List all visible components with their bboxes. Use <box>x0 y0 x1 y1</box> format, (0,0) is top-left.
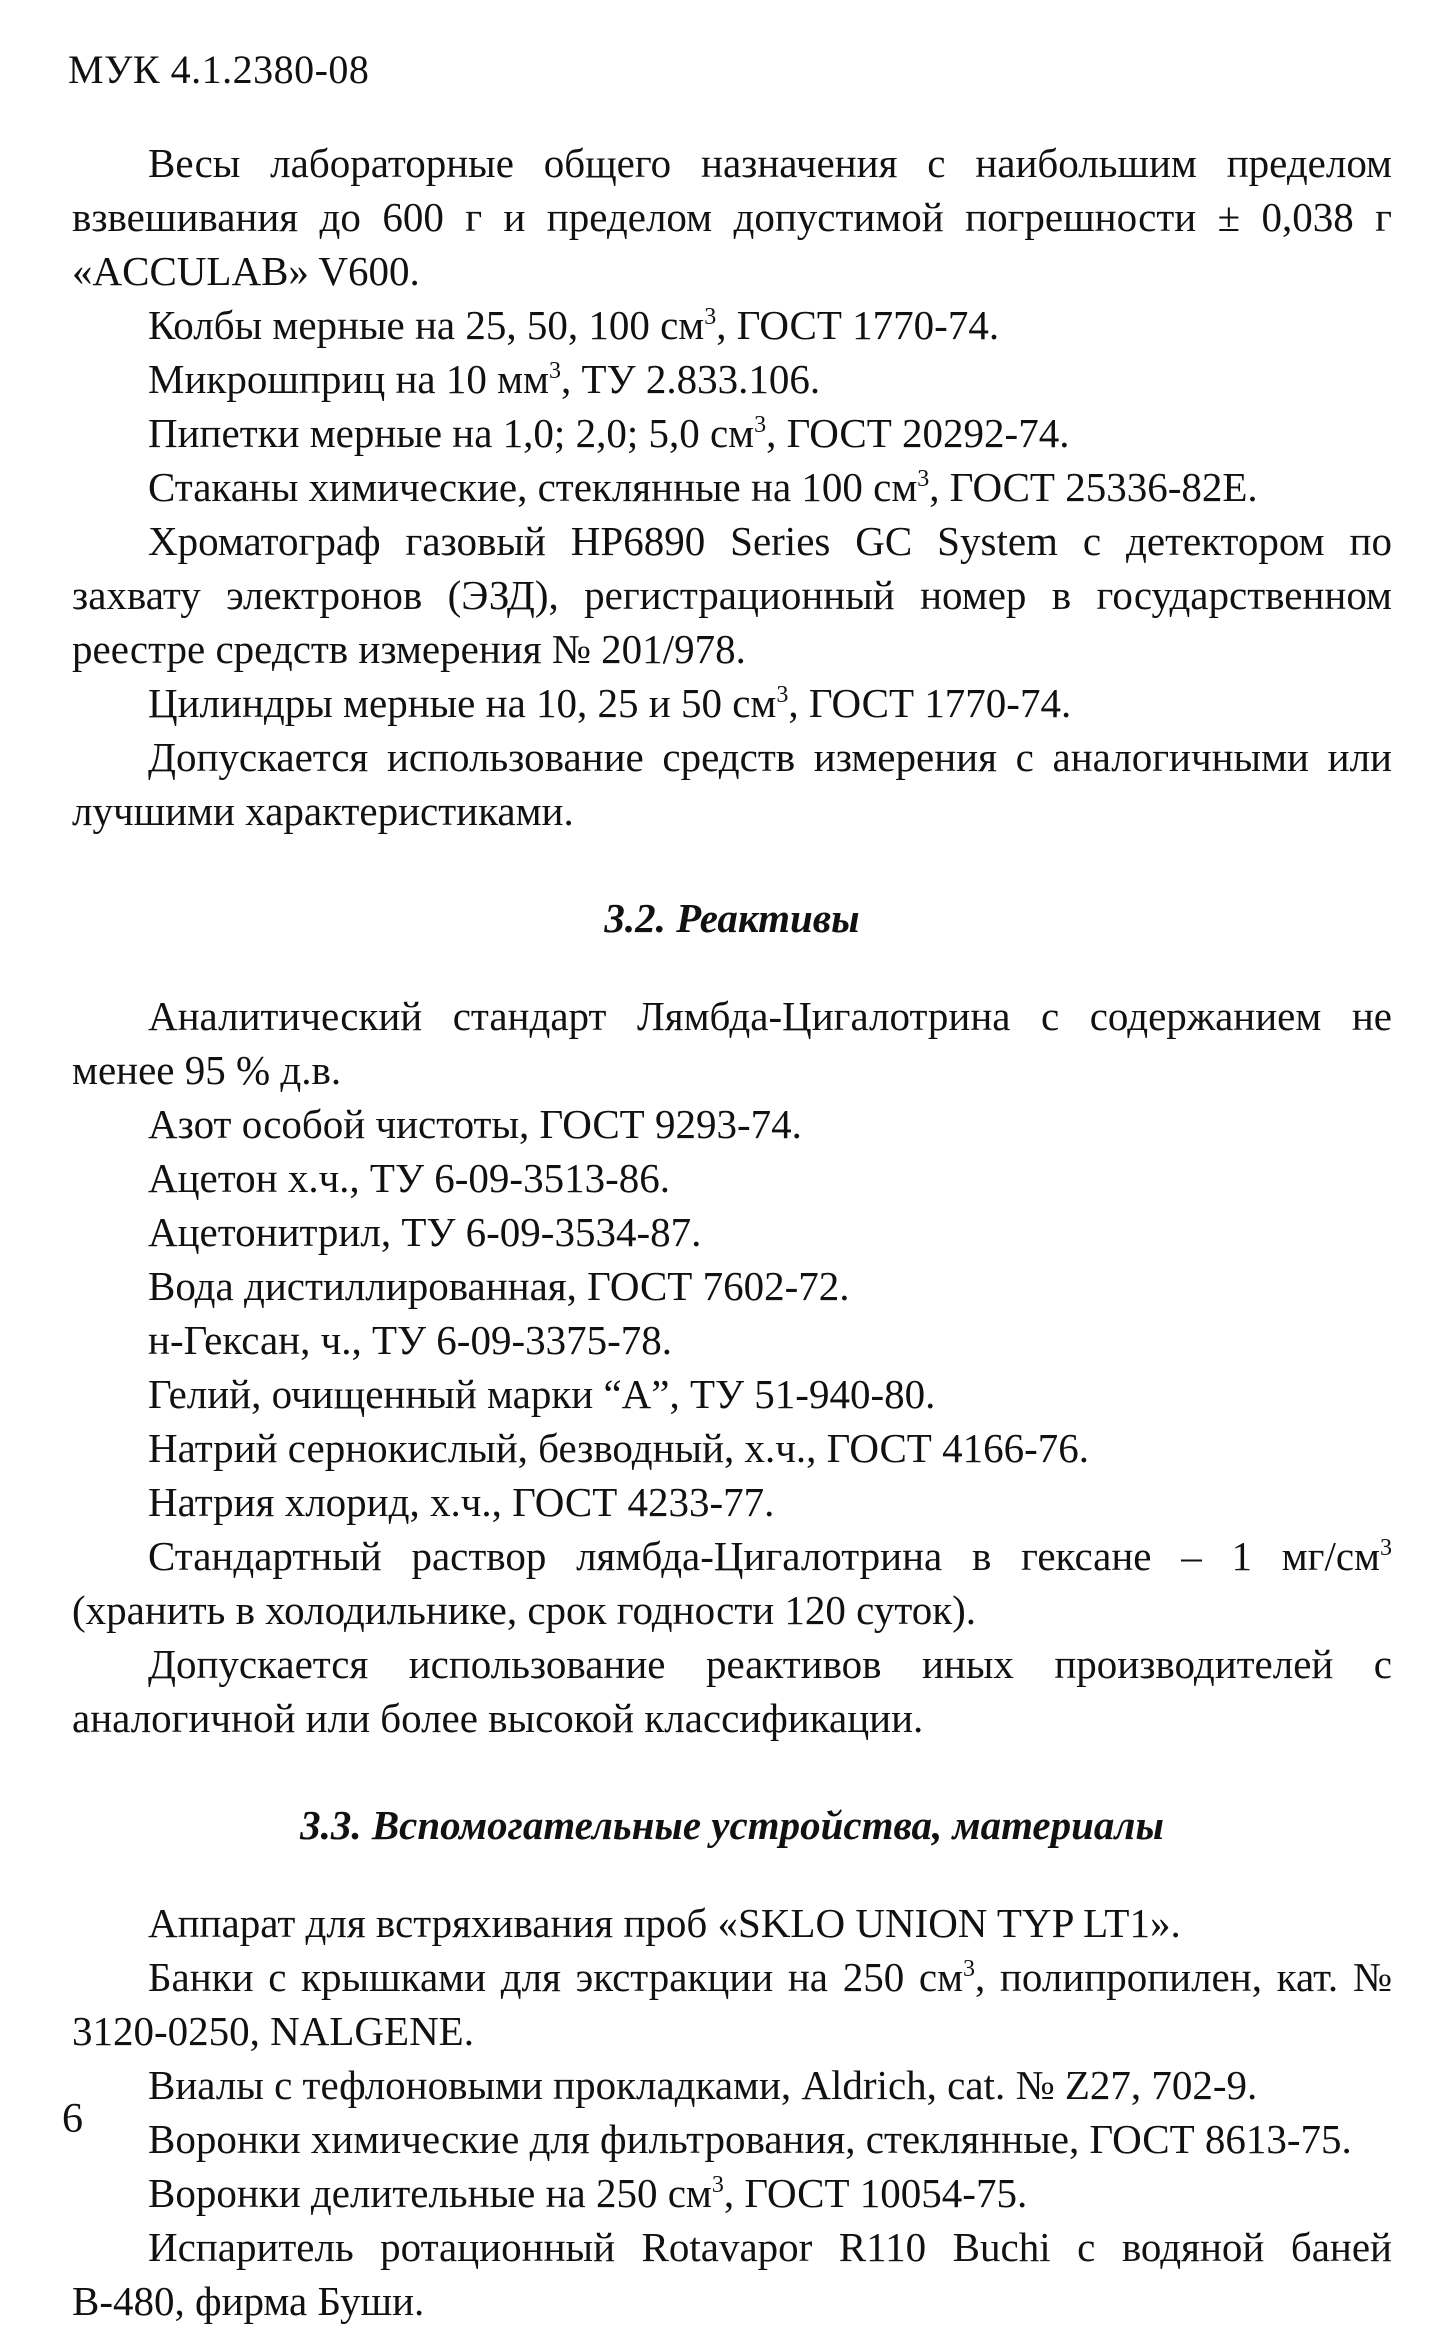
auxiliary-item <box>72 2166 1392 2220</box>
reagent-item: Ацетонитрил, ТУ 6-09-3534-87. <box>148 1209 702 1255</box>
reagent-item: Натрий сернокислый, безводный, х.ч., ГОСТ 4166-76. <box>148 1425 1089 1471</box>
auxiliary-item <box>72 1950 1392 2058</box>
page-content <box>72 136 1392 2328</box>
item-text: (хранить в холодильнике, срок годности 120 суток). <box>72 1587 977 1633</box>
auxiliary-item: Виалы с тефлоновыми прокладками, Aldrich, cat. № Z27, 702-9. <box>148 2062 1258 2108</box>
section-title-auxiliary: 3.3. Вспомогательные устройства, материалы <box>300 1802 1164 1848</box>
auxiliary-item: Испаритель ротационный Rotavapor R110 Buchi с водяной баней В-480, фирма Буши. <box>72 2224 1392 2324</box>
item-text: Банки с крышками для экстракции на 250 см <box>148 1954 964 2000</box>
equipment-item <box>72 460 1392 514</box>
item-text: , ГОСТ 10054-75. <box>723 2170 1028 2216</box>
superscript: 3 <box>917 466 930 492</box>
equipment-item: Весы лабораторные общего назначения с наибольшим пределом взвешивания до 600 г и пределом допустимой погрешности ± 0,038 г «ACCULAB» V600. <box>72 140 1392 294</box>
equipment-note: Допускается использование средств измерения с аналогичными или лучшими характеристиками. <box>72 734 1392 834</box>
reagent-item: Аналитический стандарт Лямбда-Цигалотрина с содержанием не менее 95 % д.в. <box>72 993 1392 1093</box>
item-text: , ТУ 2.833.106. <box>561 356 821 402</box>
auxiliary-item: Воронки химические для фильтрования, стеклянные, ГОСТ 8613-75. <box>148 2116 1352 2162</box>
reagent-item: Гелий, очищенный марки “А”, ТУ 51-940-80. <box>148 1371 936 1417</box>
superscript: 3 <box>776 682 789 708</box>
document-code: МУК 4.1.2380-08 <box>68 47 370 92</box>
item-text: Колбы мерные на 25, 50, 100 см <box>148 302 705 348</box>
superscript: 3 <box>754 412 767 438</box>
reagent-item: Натрия хлорид, х.ч., ГОСТ 4233-77. <box>148 1479 775 1525</box>
section-title-reagents: 3.2. Реактивы <box>604 895 860 941</box>
auxiliary-item: Аппарат для встряхивания проб «SKLO UNION TYP LT1». <box>148 1900 1181 1946</box>
superscript: 3 <box>704 304 717 330</box>
item-text: , ГОСТ 1770-74. <box>716 302 1000 348</box>
equipment-item <box>72 676 1392 730</box>
item-text: , ГОСТ 1770-74. <box>788 680 1072 726</box>
equipment-item <box>72 298 1392 352</box>
item-text: Микрошприц на 10 мм <box>148 356 549 402</box>
equipment-item: Хроматограф газовый HP6890 Series GC System с детектором по захвату электронов (ЭЗД), регистрационный номер в государственном реестре средств измерения № 201/978. <box>72 518 1392 672</box>
reagent-item <box>72 1529 1392 1637</box>
reagent-item: Азот особой чистоты, ГОСТ 9293-74. <box>148 1101 802 1147</box>
superscript: 3 <box>711 2172 724 2198</box>
item-text: Воронки делительные на 250 см <box>148 2170 712 2216</box>
superscript: 3 <box>1380 1535 1392 1561</box>
item-text: , ГОСТ 25336-82Е. <box>929 464 1258 510</box>
item-text: Цилиндры мерные на 10, 25 и 50 см <box>148 680 777 726</box>
page-number: 6 <box>62 2096 83 2142</box>
item-text: , ГОСТ 20292-74. <box>766 410 1070 456</box>
item-text: , полипропилен, кат. № 3120-0250, NALGENE. <box>72 1954 1392 2054</box>
item-text: Стаканы химические, стеклянные на 100 см <box>148 464 918 510</box>
item-text: Стандартный раствор лямбда-Цигалотрина в гексане – 1 мг/см <box>148 1533 1380 1579</box>
superscript: 3 <box>549 358 561 384</box>
reagent-item: Ацетон х.ч., ТУ 6-09-3513-86. <box>148 1155 670 1201</box>
reagent-note: Допускается использование реактивов иных производителей с аналогичной или более высокой классификации. <box>72 1641 1392 1741</box>
item-text: Пипетки мерные на 1,0; 2,0; 5,0 см <box>148 410 755 456</box>
equipment-item <box>72 406 1392 460</box>
superscript: 3 <box>963 1956 976 1982</box>
reagent-item: н-Гексан, ч., ТУ 6-09-3375-78. <box>148 1317 673 1363</box>
reagent-item: Вода дистиллированная, ГОСТ 7602-72. <box>148 1263 850 1309</box>
equipment-item <box>72 352 1392 406</box>
